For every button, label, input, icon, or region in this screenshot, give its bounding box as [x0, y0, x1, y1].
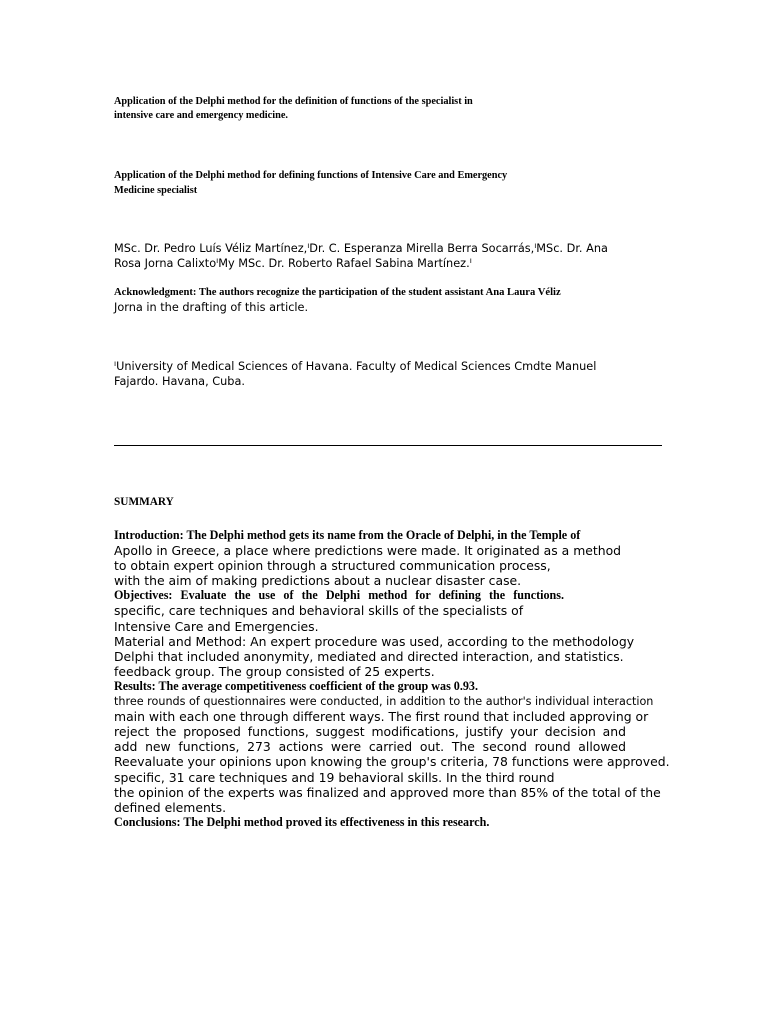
objectives-bold: Objectives: Evaluate the use of the Delphi method for defining the functions.: [114, 588, 564, 603]
abstract-body: [114, 528, 714, 830]
abstract-line: Material and Method: An expert procedure was used, according to the methodology: [114, 633, 635, 649]
author-line: MSc. Dr. Pedro Luís Véliz Martínez,ᴵDr. C. Esperanza Mirella Berra Socarrás,ᴵMSc. Dr. Ana: [114, 242, 608, 255]
abstract-line: specific, 31 care techniques and 19 behavioral skills. In the third round: [114, 769, 555, 785]
results-bold: Results: The average competitiveness coefficient of the group was 0.93.: [114, 678, 478, 693]
spanish-title-translation: [114, 95, 714, 123]
abstract-line: Delphi that included anonymity, mediated and directed interaction, and statistics.: [114, 648, 624, 664]
title-line: Application of the Delphi method for the definition of functions of the specialist in: [114, 96, 473, 107]
affiliation-line: Fajardo. Havana, Cuba.: [114, 375, 245, 388]
abstract-line: Apollo in Greece, a place where predictions were made. It originated as a method: [114, 543, 622, 559]
title-line: Medicine specialist: [114, 185, 198, 196]
abstract-line: to obtain expert opinion through a structured communication process,: [114, 558, 551, 574]
introduction-bold: Introduction: The Delphi method gets its name from the Oracle of Delphi, in the Temple of: [114, 528, 581, 542]
abstract-line: Intensive Care and Emergencies.: [114, 618, 319, 634]
abstract-line: main with each one through different ways. The first round that included approving or: [114, 709, 649, 725]
english-title: [114, 168, 714, 198]
abstract-line: the opinion of the experts was finalized and approved more than 85% of the total of the: [114, 784, 661, 800]
conclusions-bold: Conclusions: The Delphi method proved its effectiveness in this research.: [114, 814, 490, 829]
affiliation: [114, 359, 714, 389]
abstract-line: with the aim of making predictions about a nuclear disaster case.: [114, 573, 522, 589]
abstract-line: add new functions, 273 actions were carried out. The second round allowed: [114, 739, 626, 755]
acknowledgment-text: Jorna in the drafting of this article.: [114, 301, 309, 314]
abstract-line: defined elements.: [114, 799, 227, 815]
title-line: intensive care and emergency medicine.: [114, 110, 288, 121]
title-line: Application of the Delphi method for defining functions of Intensive Care and Emergency: [114, 170, 508, 181]
abstract-line: Reevaluate your opinions upon knowing the group's criteria, 78 functions were approved.: [114, 754, 670, 770]
author-list: [114, 241, 714, 271]
abstract-line: feedback group. The group consisted of 25 experts.: [114, 663, 435, 679]
abstract-line: reject the proposed functions, suggest modifications, justify your decision and: [114, 724, 626, 740]
author-line: Rosa Jorna CalixtoᴵMy MSc. Dr. Roberto Rafael Sabina Martínez.ᴵ: [114, 257, 472, 270]
divider-rule: [114, 445, 662, 446]
abstract-line: three rounds of questionnaires were conducted, in addition to the author's individual interaction: [114, 695, 654, 709]
acknowledgment-bold: Acknowledgment: The authors recognize the participation of the student assistant Ana Laura Véliz: [114, 287, 561, 298]
acknowledgment: [114, 285, 714, 315]
abstract-line: specific, care techniques and behavioral skills of the specialists of: [114, 603, 524, 619]
summary-heading: SUMMARY: [114, 496, 174, 508]
affiliation-line: ᴵUniversity of Medical Sciences of Havana. Faculty of Medical Sciences Cmdte Manuel: [114, 360, 597, 373]
